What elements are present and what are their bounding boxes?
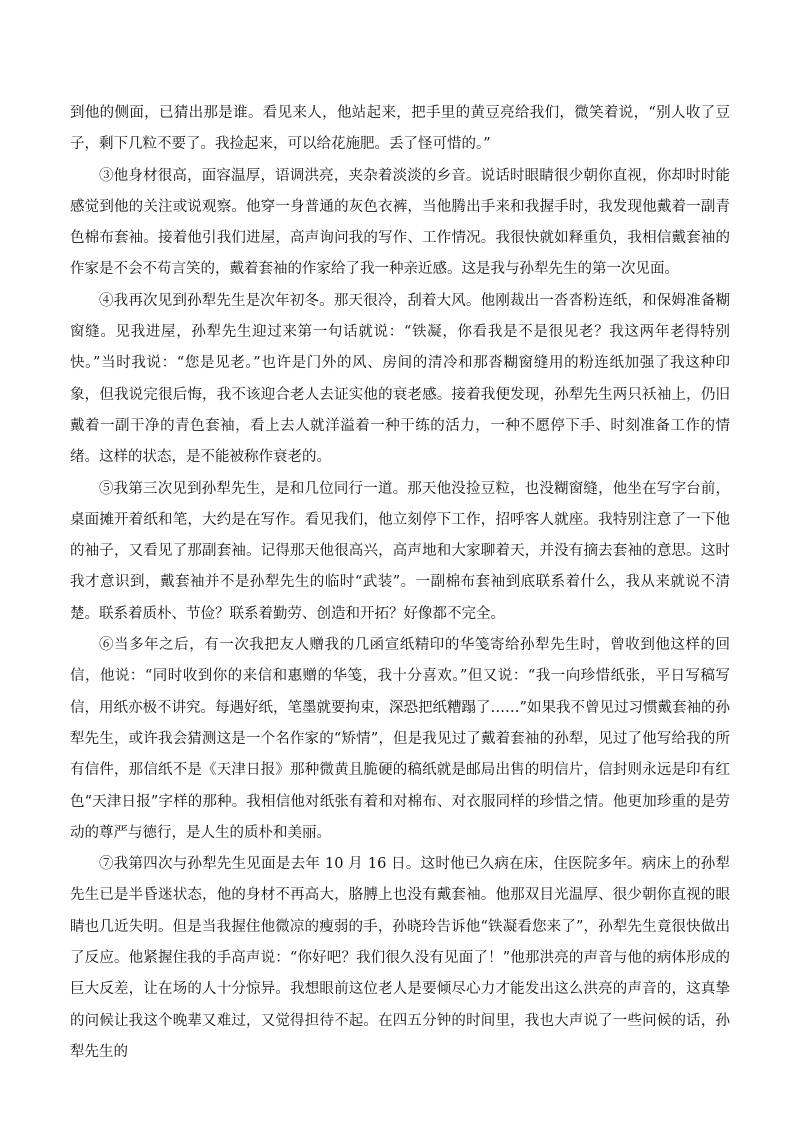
document-page xyxy=(70,98,730,1068)
paragraph-5: ⑤我第三次见到孙犁先生，是和几位同行一道。那天他没捡豆粒，也没糊窗缝，他坐在写字台前，桌面摊开着纸和笔，大约是在写作。看见我们，他立刻停下工作，招呼客人就座。我特别注意了一下他的袖子，又看见了那副套袖。记得那天他很高兴，高声地和大家聊着天，并没有摘去套袖的意思。这时我才意识到，戴套袖并不是孙犁先生的临时“武装”。一副棉布套袖到底联系着什么，我从来就说不清楚。联系着质朴、节俭？联系着勤劳、创造和开拓？好像都不完全。 xyxy=(70,480,730,622)
paragraph-3: ③他身材很高，面容温厚，语调洪亮，夹杂着淡淡的乡音。说话时眼睛很少朝你直视，你却时时能感觉到他的关注或说观察。他穿一身普通的灰色衣裤，当他腾出手来和我握手时，我发现他戴着一副青色棉布套袖。接着他引我们进屋，高声询问我的写作、工作情况。我很快就如释重负，我相信戴套袖的作家是不会不苟言笑的，戴着套袖的作家给了我一种亲近感。这是我与孙犁先生的第一次见面。 xyxy=(70,167,730,278)
paragraph-4: ④我再次见到孙犁先生是次年初冬。那天很冷，刮着大风。他刚裁出一沓沓粉连纸，和保姆准备糊窗缝。见我进屋，孙犁先生迎过来第一句话就说：“铁凝，你看我是不是很见老？我这两年老得特别快。”当时我说：“您是见老。”也许是门外的风、房间的清冷和那沓糊窗缝用的粉连纸加强了我这种印象，但我说完很后悔，我不该迎合老人去证实他的衰老感。接着我便发现，孙犁先生两只袄袖上，仍旧戴着一副干净的青色套袖，看上去人就洋溢着一种干练的活力，一种不愿停下手、时刻准备工作的情绪。这样的状态，是不能被称作衰老的。 xyxy=(70,292,730,466)
paragraph-continued: 到他的侧面，已猜出那是谁。看见来人，他站起来，把手里的黄豆亮给我们，微笑着说，“别人收了豆子，剩下几粒不要了。我捡起来，可以给花施肥。丢了怪可惜的。” xyxy=(70,105,730,153)
paragraph-7: ⑦我第四次与孙犁先生见面是去年 10 月 16 日。这时他已久病在床，住医院多年。病床上的孙犁先生已是半昏迷状态，他的身材不再高大，胳膊上也没有戴套袖。他那双目光温厚、很少朝你直视的眼睛也几近失明。但是当我握住他微凉的瘦弱的手，孙晓玲告诉他“铁凝看您来了”，孙犁先生竟很快做出了反应。他紧握住我的手高声说：“你好吧？我们很久没有见面了！”他那洪亮的声音与他的病体形成的巨大反差，让在场的人十分惊异。我想眼前这位老人是要倾尽心力才能发出这么洪亮的声音的，这真挚的问候让我这个晚辈又难过，又觉得担待不起。在四五分钟的时间里，我也大声说了一些问候的话，孙犁先生的 xyxy=(70,856,730,1060)
paragraph-6: ⑥当多年之后，有一次我把友人赠我的几函宣纸精印的华笺寄给孙犁先生时，曾收到他这样的回信，他说：“同时收到你的来信和惠赠的华笺，我十分喜欢。”但又说：“我一向珍惜纸张，平日写稿写信，用纸亦极不讲究。每遇好纸，笔墨就要拘束，深恐把纸糟蹋了……”如果我不曾见过习惯戴套袖的孙犁先生，或许我会猜测这是一个名作家的“矫情”，但是我见过了戴着套袖的孙犁，见过了他写给我的所有信件，那信纸不是《天津日报》那种微黄且脆硬的稿纸就是邮局出售的明信片，信封则永远是印有红色“天津日报”字样的那种。我相信他对纸张有着和对棉布、对衣服同样的珍惜之情。他更加珍重的是劳动的尊严与德行，是人生的质朴和美丽。 xyxy=(70,637,730,841)
